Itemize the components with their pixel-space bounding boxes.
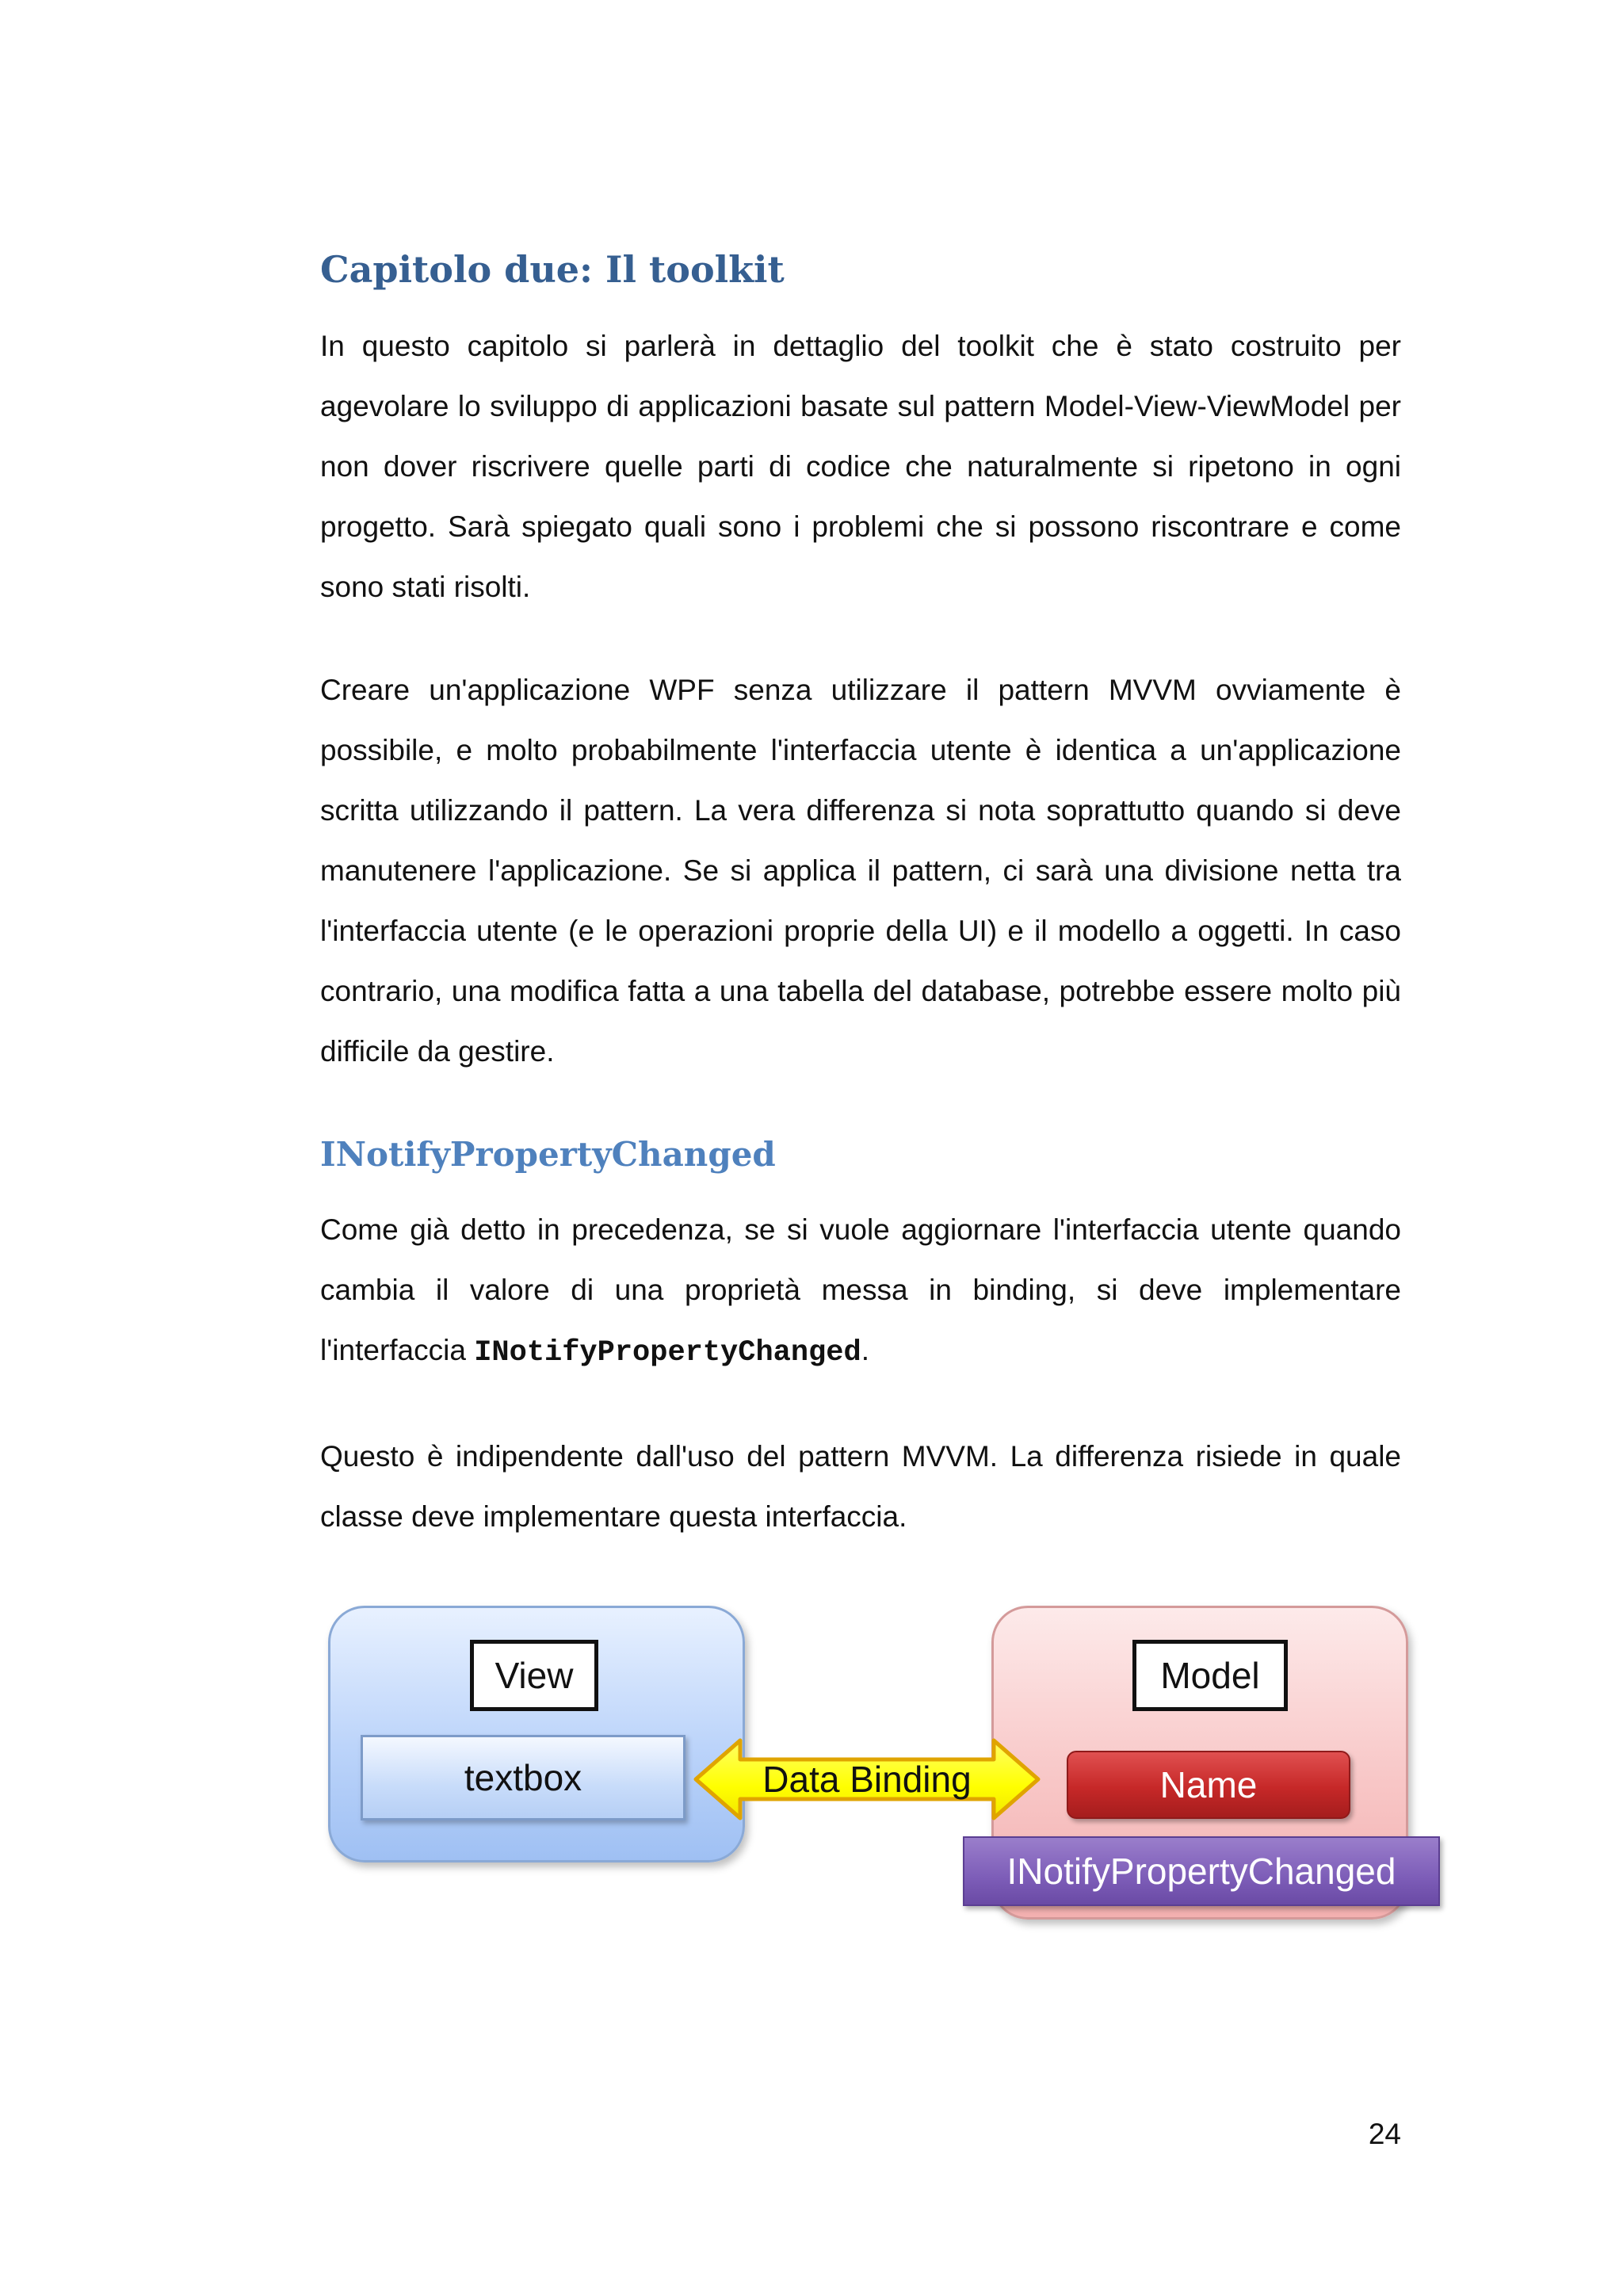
model-label: Model <box>1132 1640 1288 1711</box>
chapter-title: Capitolo due: Il toolkit <box>320 248 785 291</box>
intro-paragraph: In questo capitolo si parlerà in dettaglio del toolkit che è stato costruito per agevolare lo sviluppo di applicazioni basate sul pattern Model-View-ViewModel per non dover riscrivere quelle parti di codice che naturalmente si ripetono in ogni progetto. Sarà spiegato quali sono i problemi che si possono riscontrare e come sono stati risolti. <box>320 330 1401 603</box>
inotify-interface-bar: INotifyPropertyChanged <box>963 1836 1440 1906</box>
name-property: Name <box>1067 1751 1350 1819</box>
page-content <box>320 238 1401 1547</box>
section-title: INotifyPropertyChanged <box>320 1135 776 1174</box>
view-panel <box>328 1606 745 1862</box>
textbox-element: textbox <box>361 1735 685 1820</box>
view-label: View <box>470 1640 598 1711</box>
inotify-paragraph-text: Come già detto in precedenza, se si vuole aggiornare l'interfaccia utente quando cambia il valore di una proprietà messa in binding, si deve implementare l'interfaccia <box>320 1213 1401 1366</box>
page-number: 24 <box>1368 2118 1401 2150</box>
data-binding-diagram <box>320 1601 1445 1934</box>
inotify-paragraph <box>320 1200 1401 1383</box>
inotify-code-term: INotifyPropertyChanged <box>474 1336 861 1370</box>
wpf-paragraph: Creare un'applicazione WPF senza utilizzare il pattern MVVM ovviamente è possibile, e molto probabilmente l'interfaccia utente è identica a un'applicazione scritta utilizzando il pattern. La vera differenza si nota soprattutto quando si deve manutenere l'applicazione. Se si applica il pattern, ci sarà una divisione netta tra l'interfaccia utente (e le operazioni proprie della UI) e il modello a oggetti. In caso contrario, una modifica fatta a una tabella del database, potrebbe essere molto più difficile da gestire. <box>320 674 1401 1068</box>
data-binding-arrow <box>693 1736 1041 1823</box>
mvvm-paragraph: Questo è indipendente dall'uso del pattern MVVM. La differenza risiede in quale classe deve implementare questa interfaccia. <box>320 1440 1401 1533</box>
data-binding-label: Data Binding <box>762 1759 972 1800</box>
inotify-paragraph-end: . <box>861 1334 869 1366</box>
